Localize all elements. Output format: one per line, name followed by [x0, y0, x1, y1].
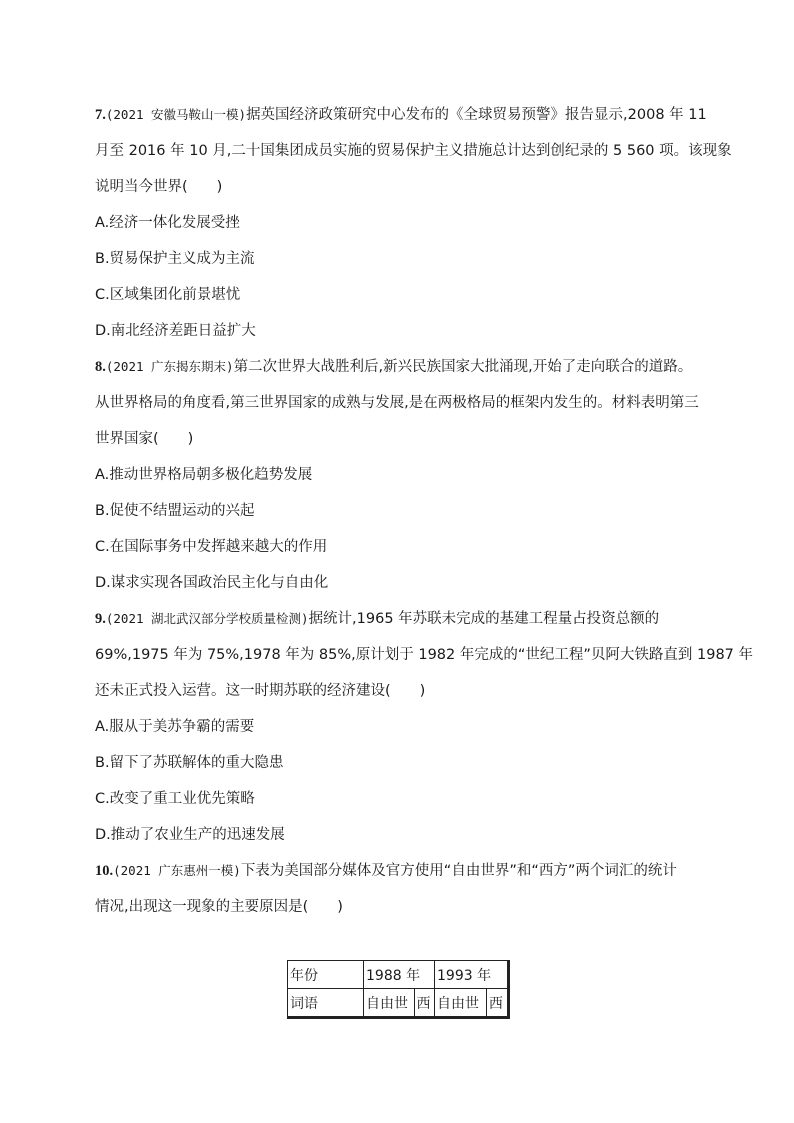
q9-line-1 [95, 609, 659, 629]
q8-number: 8. [95, 359, 106, 375]
q8-option-d[interactable]: D.谋求实现各国政治民主化与自由化 [95, 575, 329, 591]
q8-source: (2021 广东揭东期末) [105, 359, 234, 374]
table-cell: 自由世 [364, 989, 415, 1018]
usage-table [287, 960, 510, 1019]
table-row [288, 961, 509, 989]
q9-source: (2021 湖北武汉部分学校质量检测) [105, 611, 309, 626]
q7-source: (2021 安徽马鞍山一模) [105, 107, 247, 122]
q7-line-1 [95, 105, 707, 125]
q8-option-a[interactable]: A.推动世界格局朝多极化趋势发展 [95, 467, 313, 483]
q9-line-2: 69%,1975 年为 75%,1978 年为 85%,原计划于 1982 年完成的“世纪工程”贝阿大铁路直到 1987 年 [95, 647, 754, 663]
q8-option-b[interactable]: B.促使不结盟运动的兴起 [95, 503, 255, 519]
table-cell: 自由世 [435, 989, 487, 1018]
table-cell: 词语 [288, 989, 364, 1018]
q8-line-3: 世界国家( ) [95, 431, 194, 447]
table-cell: 西 [414, 989, 434, 1018]
q10-line-2: 情况,出现这一现象的主要原因是( ) [95, 899, 343, 915]
q9-option-a[interactable]: A.服从于美苏争霸的需要 [95, 719, 255, 735]
q9-number: 9. [95, 611, 106, 627]
q9-line-3: 还未正式投入运营。这一时期苏联的经济建设( ) [95, 683, 426, 699]
q10-source: (2021 广东惠州一模) [113, 863, 241, 878]
q7-text-1: 据英国经济政策研究中心发布的《全球贸易预警》报告显示,2008 年 11 [246, 107, 707, 123]
q7-option-c[interactable]: C.区域集团化前景堪忧 [95, 287, 241, 303]
q7-line-2: 月至 2016 年 10 月,二十国集团成员实施的贸易保护主义措施总计达到创纪录的 5 560 项。该现象 [95, 143, 732, 159]
q7-option-a[interactable]: A.经济一体化发展受挫 [95, 215, 240, 231]
q8-text-1: 第二次世界大战胜利后,新兴民族国家大批涌现,开始了走向联合的道路。 [233, 359, 693, 375]
q7-option-d[interactable]: D.南北经济差距日益扩大 [95, 323, 256, 339]
q7-number: 7. [95, 107, 106, 123]
table-header-cell: 1993 年 [435, 961, 509, 989]
table-header-cell: 1988 年 [364, 961, 435, 989]
q10-text-1: 下表为美国部分媒体及官方使用“自由世界”和“西方”两个词汇的统计 [240, 863, 677, 879]
q7-option-b[interactable]: B.贸易保护主义成为主流 [95, 251, 255, 267]
q10-number: 10. [95, 863, 114, 879]
table-header-cell: 年份 [288, 961, 364, 989]
q7-line-3: 说明当今世界( ) [95, 179, 223, 195]
q10-line-1 [95, 861, 677, 881]
q9-option-d[interactable]: D.推动了农业生产的迅速发展 [95, 827, 285, 843]
table-cell: 西 [486, 989, 508, 1018]
table-row [288, 989, 509, 1018]
q9-option-c[interactable]: C.改变了重工业优先策略 [95, 791, 255, 807]
q8-option-c[interactable]: C.在国际事务中发挥越来越大的作用 [95, 539, 328, 555]
q9-text-1: 据统计,1965 年苏联未完成的基建工程量占投资总额的 [308, 611, 660, 627]
q8-line-2: 从世界格局的角度看,第三世界国家的成熟与发展,是在两极格局的框架内发生的。材料表明第三 [95, 395, 699, 411]
q8-line-1 [95, 357, 692, 377]
q9-option-b[interactable]: B.留下了苏联解体的重大隐患 [95, 755, 284, 771]
